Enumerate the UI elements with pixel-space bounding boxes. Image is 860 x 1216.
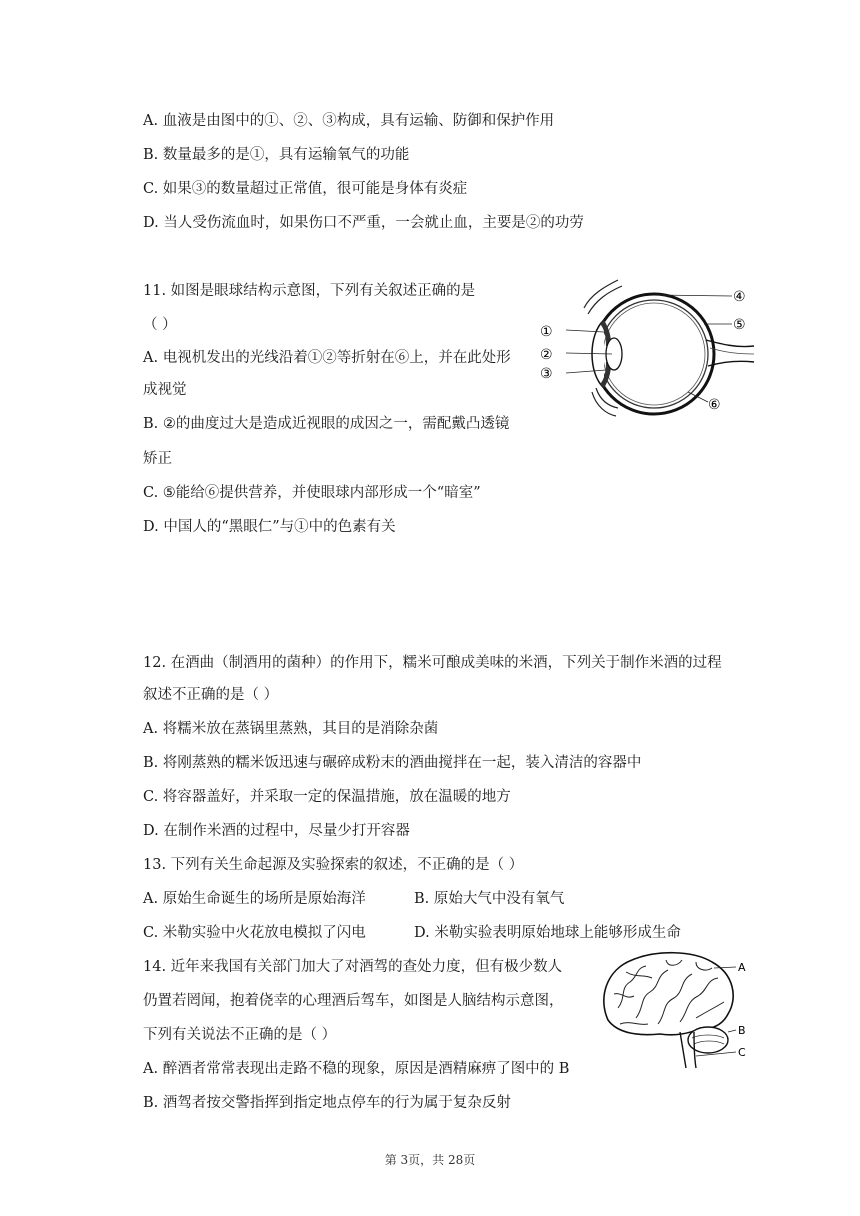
eye-label-1: ① — [540, 324, 553, 340]
q11-option-a-cont: 成视觉 — [143, 382, 187, 398]
eye-label-3: ③ — [540, 366, 553, 382]
q12-stem: 12. 在酒曲（制酒用的菌种）的作用下，糯米可酿成美味的米酒，下列关于制作米酒的过程 — [143, 655, 722, 671]
q12-option-b: B. 将刚蒸熟的糯米饭迅速与碾碎成粉末的酒曲搅拌在一起，装入清洁的容器中 — [143, 755, 642, 771]
eye-label-2: ② — [540, 347, 553, 363]
q12-stem-cont: 叙述不正确的是（ ） — [143, 687, 279, 703]
eye-label-4: ④ — [733, 289, 746, 305]
brain-label-c: C — [738, 1046, 746, 1059]
q10-option-b: B. 数量最多的是①，具有运输氧气的功能 — [143, 147, 410, 163]
q11-option-d: D. 中国人的“黑眼仁”与①中的色素有关 — [143, 519, 396, 535]
q14-option-b: B. 酒驾者按交警指挥到指定地点停车的行为属于复杂反射 — [143, 1095, 511, 1111]
q14-stem-cont-2: 下列有关说法不正确的是（ ） — [143, 1027, 337, 1043]
eyeball-structure-figure — [536, 274, 756, 430]
q12-option-a: A. 将糯米放在蒸锅里蒸熟，其目的是消除杂菌 — [143, 721, 439, 737]
q11-stem: 11. 如图是眼球结构示意图，下列有关叙述正确的是 — [143, 283, 476, 299]
q10-option-c: C. 如果③的数量超过正常值，很可能是身体有炎症 — [143, 181, 468, 197]
q12-option-d: D. 在制作米酒的过程中，尽量少打开容器 — [143, 823, 410, 839]
brain-label-a: A — [738, 961, 746, 974]
q10-option-d: D. 当人受伤流血时，如果伤口不严重，一会就止血，主要是②的功劳 — [143, 215, 584, 231]
brain-label-b: B — [738, 1024, 746, 1037]
q11-option-c: C. ⑤能给⑥提供营养，并使眼球内部形成一个“暗室” — [143, 485, 481, 501]
q13-option-c: C. 米勒实验中火花放电模拟了闪电 — [143, 925, 366, 941]
q13-option-d: D. 米勒实验表明原始地球上能够形成生命 — [414, 925, 681, 941]
eye-label-6: ⑥ — [708, 397, 721, 413]
eye-label-5: ⑤ — [733, 317, 746, 333]
q11-option-b-cont: 矫正 — [143, 451, 172, 467]
q10-option-a: A. 血液是由图中的①、②、③构成，具有运输、防御和保护作用 — [143, 113, 555, 129]
q11-stem-bracket: （ ） — [143, 317, 177, 333]
q13-stem: 13. 下列有关生命起源及实验探索的叙述，不正确的是（ ） — [143, 857, 524, 873]
q12-option-c: C. 将容器盖好，并采取一定的保温措施，放在温暖的地方 — [143, 789, 511, 805]
q13-option-b: B. 原始大气中没有氧气 — [414, 891, 565, 907]
brain-structure-figure — [596, 948, 756, 1072]
q14-stem: 14. 近年来我国有关部门加大了对酒驾的查处力度，但有极少数人 — [143, 959, 563, 975]
q14-stem-cont-1: 仍置若罔闻，抱着侥幸的心理酒后驾车，如图是人脑结构示意图， — [143, 993, 564, 1009]
q13-option-a: A. 原始生命诞生的场所是原始海洋 — [143, 891, 366, 907]
q11-option-b: B. ②的曲度过大是造成近视眼的成因之一，需配戴凸透镜 — [143, 416, 510, 432]
page-number-footer: 第 3页，共 28页 — [384, 1153, 476, 1167]
q14-option-a: A. 醉酒者常常表现出走路不稳的现象，原因是酒精麻痹了图中的 B — [143, 1061, 570, 1077]
q11-option-a: A. 电视机发出的光线沿着①②等折射在⑥上，并在此处形 — [143, 350, 511, 366]
